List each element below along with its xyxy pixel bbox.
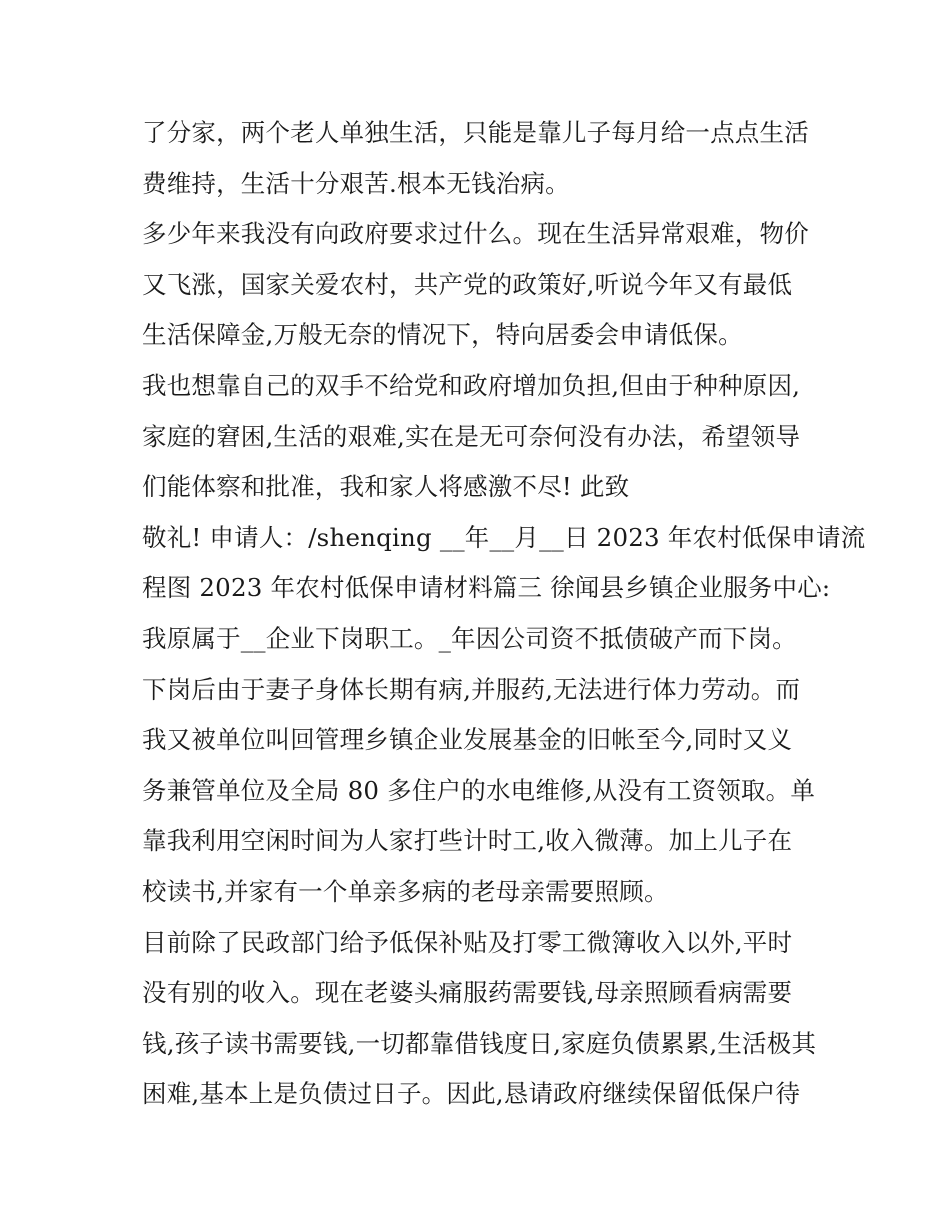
text-line: 我原属于__企业下岗职工。_年因公司资不抵债破产而下岗。 bbox=[142, 623, 797, 653]
text-line: 了分家，两个老人单独生活，只能是靠儿子每月给一点点生活 bbox=[142, 118, 809, 147]
text-line: 多少年来我没有向政府要求过什么。现在生活异常艰难，物价 bbox=[142, 219, 809, 249]
text-line: 费维持，生活十分艰苦.根本无钱治病。 bbox=[142, 168, 570, 198]
text-line: 们能体察和批准，我和家人将感激不尽! 此致 bbox=[142, 472, 630, 502]
text-line: 没有别的收入。现在老婆头痛服药需要钱,母亲照顾看病需要 bbox=[142, 978, 793, 1008]
text-line: 家庭的窘困,生活的艰难,实在是无可奈何没有办法，希望领导 bbox=[142, 421, 801, 451]
text-line: 生活保障金,万般无奈的情况下，特向居委会申请低保。 bbox=[142, 320, 743, 350]
text-line: 下岗后由于妻子身体长期有病,并服药,无法进行体力劳动。而 bbox=[142, 674, 801, 704]
body-text bbox=[142, 108, 866, 1120]
text-line: 程图 2023 年农村低保申请材料篇三 徐闻县乡镇企业服务中心: bbox=[142, 573, 831, 603]
text-line: 敬礼! 申请人：/shenqing __年__月__日 2023 年农村低保申请流 bbox=[142, 522, 866, 552]
text-line: 又飞涨，国家关爱农村，共产党的政策好,听说今年又有最低 bbox=[142, 269, 793, 299]
text-line: 靠我利用空闲时间为人家打些计时工,收入微薄。加上儿子在 bbox=[142, 826, 793, 856]
text-line: 钱,孩子读书需要钱,一切都靠借钱度日,家庭负债累累,生活极其 bbox=[142, 1028, 817, 1058]
text-line: 我又被单位叫回管理乡镇企业发展基金的旧帐至今,同时又义 bbox=[142, 725, 793, 755]
text-line: 目前除了民政部门给予低保补贴及打零工微簿收入以外,平时 bbox=[142, 927, 793, 957]
text-line: 务兼管单位及全局 80 多住户的水电维修,从没有工资领取。单 bbox=[142, 775, 816, 805]
text-line: 校读书,并家有一个单亲多病的老母亲需要照顾。 bbox=[142, 876, 669, 906]
text-line: 我也想靠自己的双手不给党和政府增加负担,但由于种种原因, bbox=[142, 370, 801, 400]
text-line: 困难,基本上是负债过日子。因此,恳请政府继续保留低保户待 bbox=[142, 1079, 801, 1109]
